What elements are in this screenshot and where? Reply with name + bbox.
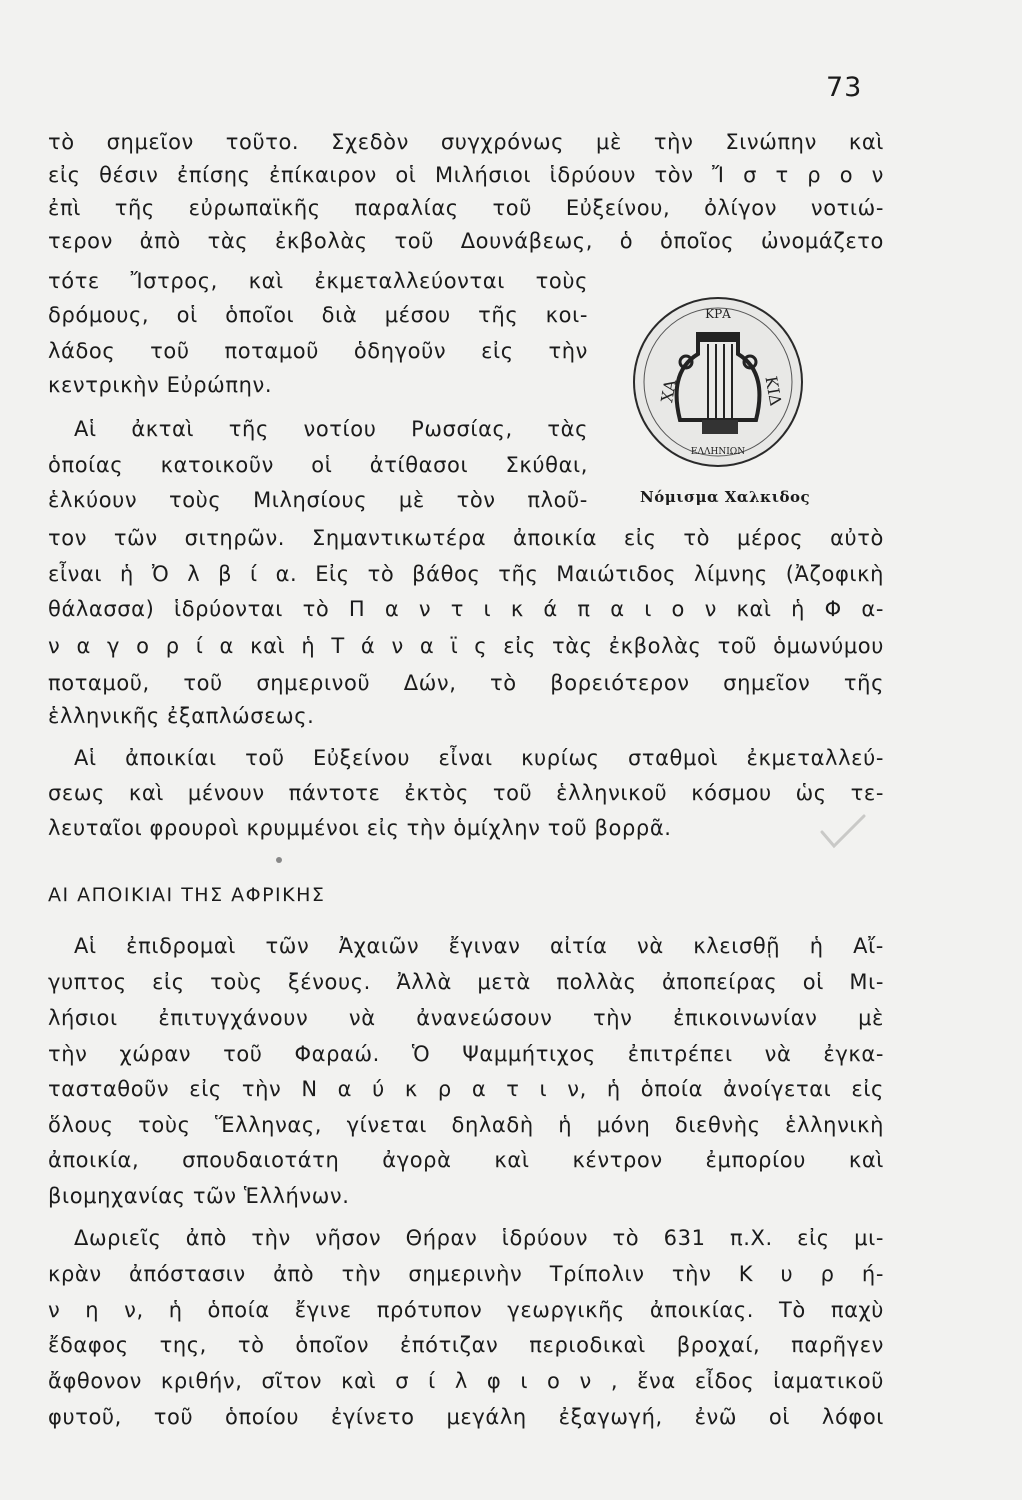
text-line: Αἱ ἀκταὶ τῆς νοτίου Ρωσσίας, τὰς (74, 417, 588, 441)
text-line: δρόμους, οἱ ὁποῖοι διὰ μέσου τῆς κοι- (48, 303, 588, 327)
text-line: ἑλληνικῆς ἐξαπλώσεως. (48, 704, 315, 728)
chalcis-coin-icon (628, 292, 808, 472)
text-line: λάδος τοῦ ποταμοῦ ὁδηγοῦν εἰς τὴν (48, 339, 588, 363)
text-line: λήσιοι ἐπιτυγχάνουν νὰ ἀνανεώσουν τὴν ἐπικοινωνίαν μὲ (48, 1006, 884, 1030)
text-line: σεως καὶ μένουν πάντοτε ἐκτὸς τοῦ ἑλληνικοῦ κόσμου ὡς τε- (48, 781, 884, 805)
text-line: θάλασσα) ἱδρύονται τὸ Π α ν τ ι κ ά π α ι ο ν καὶ ἡ Φ α- (48, 597, 884, 621)
section-heading: ΑΙ ΑΠΟΙΚΙΑΙ ΤΗΣ ΑΦΡΙΚΗΣ (48, 884, 326, 906)
text-line: φυτοῦ, τοῦ ὁποίου ἐγίνετο μεγάλη ἐξαγωγή, ἐνῶ οἱ λόφοι (48, 1405, 884, 1429)
text-line: τὴν χώραν τοῦ Φαραώ. Ὁ Ψαμμήτιχος ἐπιτρέπει νὰ ἐγκα- (48, 1042, 884, 1066)
text-line: εἶναι ἡ Ὀ λ β ί α. Εἰς τὸ βάθος τῆς Μαιώτιδος λίμνης (Ἀζοφικὴ (48, 562, 884, 586)
coin-legend-right: ΚΙΔ (761, 374, 786, 408)
text-line: ἐπὶ τῆς εὐρωπαϊκῆς παραλίας τοῦ Εὐξείνου, ὀλίγον νοτιώ- (48, 196, 884, 220)
text-line: ἀποικία, σπουδαιοτάτη ἀγορὰ καὶ κέντρον ἐμπορίου καὶ (48, 1148, 884, 1172)
text-line: γυπτος εἰς τοὺς ξένους. Ἀλλὰ μετὰ πολλὰς ἀποπείρας οἱ Μι- (48, 970, 884, 994)
ink-speck (276, 857, 282, 863)
pencil-check-icon (818, 812, 868, 852)
page-number: 73 (826, 72, 863, 103)
text-line: ν η ν, ἡ ὁποία ἔγινε πρότυπον γεωργικῆς ἀποικίας. Τὸ παχὺ (48, 1298, 884, 1322)
text-line: ὅλους τοὺς Ἕλληνας, γίνεται δηλαδὴ ἡ μόνη διεθνὴς ἑλληνικὴ (48, 1113, 884, 1137)
text-line: τον τῶν σιτηρῶν. Σημαντικωτέρα ἀποικία εἰς τὸ μέρος αὐτὸ (48, 526, 884, 550)
text-line: ἔδαφος της, τὸ ὁποῖον ἐπότιζαν περιοδικαὶ βροχαί, παρῆγεν (48, 1333, 884, 1357)
text-line: εἰς θέσιν ἐπίσης ἐπίκαιρον οἱ Μιλήσιοι ἱδρύουν τὸν Ἴ σ τ ρ ο ν (48, 163, 884, 187)
text-line: κεντρικὴν Εὐρώπην. (48, 373, 273, 397)
text-line: Δωριεῖς ἀπὸ τὴν νῆσον Θήραν ἱδρύουν τὸ 631 π.Χ. εἰς μι- (74, 1226, 884, 1250)
text-line: Αἱ ἀποικίαι τοῦ Εὐξείνου εἶναι κυρίως σταθμοὶ ἐκμεταλλεύ- (74, 746, 884, 770)
text-line: κρὰν ἀπόστασιν ἀπὸ τὴν σημερινὴν Τρίπολιν τὴν Κ υ ρ ή- (48, 1262, 884, 1286)
figure-caption: Νόμισμα Χαλκιδος (640, 488, 811, 506)
coin-legend-bottom: ΕΛΛΗΝΙΩΝ (690, 447, 746, 457)
coin-legend-top: ΚΡΑ (705, 307, 731, 321)
text-line: λευταῖοι φρουροὶ κρυμμένοι εἰς τὴν ὁμίχλην τοῦ βορρᾶ. (48, 816, 672, 840)
text-line: βιομηχανίας τῶν Ἑλλήνων. (48, 1184, 350, 1208)
coin-legend-left: ΧΑ (657, 378, 680, 404)
text-line: ὁποίας κατοικοῦν οἱ ἀτίθασοι Σκύθαι, (48, 453, 588, 477)
text-line: Αἱ ἐπιδρομαὶ τῶν Ἀχαιῶν ἔγιναν αἰτία νὰ κλεισθῇ ἡ Αἴ- (74, 934, 884, 958)
text-line: τότε Ἴστρος, καὶ ἐκμεταλλεύονται τοὺς (48, 269, 588, 293)
text-line: τερον ἀπὸ τὰς ἐκβολὰς τοῦ Δουνάβεως, ὁ ὁποῖος ὠνομάζετο (48, 229, 884, 253)
text-line: ἑλκύουν τοὺς Μιλησίους μὲ τὸν πλοῦ- (48, 488, 588, 512)
text-line: τασταθοῦν εἰς τὴν Ν α ύ κ ρ α τ ι ν, ἡ ὁποία ἀνοίγεται εἰς (48, 1077, 884, 1101)
text-line: ποταμοῦ, τοῦ σημερινοῦ Δών, τὸ βορειότερον σημεῖον τῆς (48, 671, 884, 695)
text-line: τὸ σημεῖον τοῦτο. Σχεδὸν συγχρόνως μὲ τὴν Σινώπην καὶ (48, 130, 884, 154)
text-line: ν α γ ο ρ ί α καὶ ἡ Τ ά ν α ϊ ς εἰς τὰς ἐκβολὰς τοῦ ὁμωνύμου (48, 634, 884, 658)
text-line: ἄφθονον κριθήν, σῖτον καὶ σ ί λ φ ι ο ν , ἕνα εἶδος ἰαματικοῦ (48, 1369, 884, 1393)
